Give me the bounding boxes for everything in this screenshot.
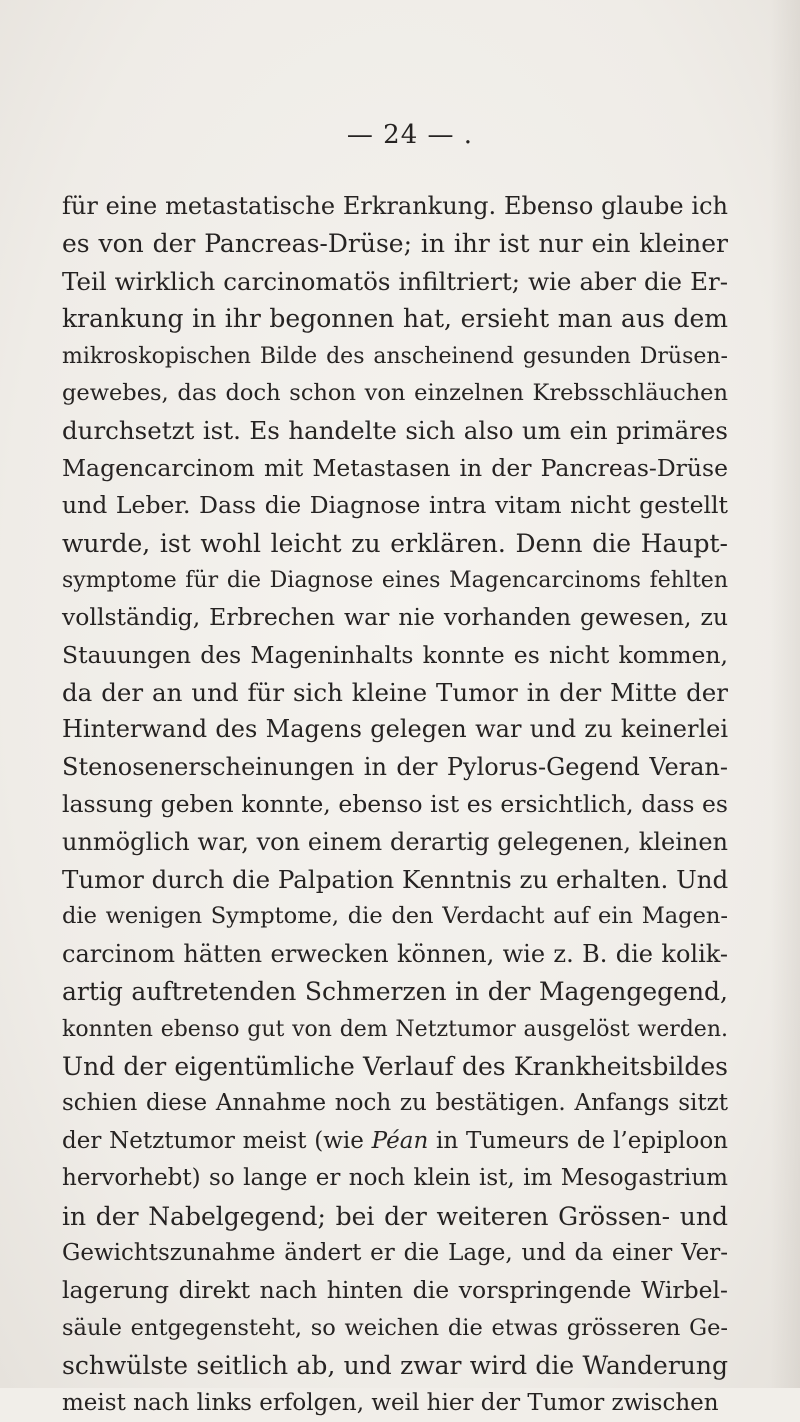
text-line: säule entgegensteht, so weichen die etwas grösseren Ge- — [62, 1314, 728, 1341]
text-line: für eine metastatische Erkrankung. Ebenso glaube ich — [62, 192, 728, 220]
text-line: carcinom hätten erwecken können, wie z. B. die kolik- — [62, 939, 728, 968]
text-line: Hinterwand des Magens gelegen war und zu keinerlei — [62, 715, 728, 744]
text-line: die wenigen Symptome, die den Verdacht auf ein Magen- — [62, 903, 728, 930]
text-line: meist nach links erfolgen, weil hier der Tumor zwischen — [62, 1389, 719, 1416]
cited-author-pean: Péan — [371, 1127, 429, 1154]
text-line: Tumor durch die Palpation Kenntnis zu erhalten. Und — [62, 865, 729, 895]
page-number: — 24 — . — [346, 120, 474, 150]
text-line: mikroskopischen Bilde des anscheinend gesunden Drüsen- — [62, 343, 728, 369]
text-line: artig auftretenden Schmerzen in der Magengegend, — [62, 977, 728, 1007]
text-line: konnten ebenso gut von dem Netztumor ausgelöst werden. — [62, 1016, 728, 1042]
text-line: wurde, ist wohl leicht zu erklären. Denn die Haupt- — [62, 528, 728, 558]
text-line: Und der eigentümliche Verlauf des Krankheitsbildes — [62, 1051, 728, 1081]
text-line: Teil wirklich carcinomatös infiltriert; wie aber die Er- — [62, 266, 728, 296]
text-line: vollständig, Erbrechen war nie vorhanden gewesen, zu — [62, 603, 728, 632]
text-line: schien diese Annahme noch zu bestätigen. Anfangs sitzt — [62, 1090, 728, 1117]
text-line: es von der Pancreas-Drüse; in ihr ist nur ein kleiner — [62, 229, 728, 259]
text-line: lagerung direkt nach hinten die vorspringende Wirbel- — [62, 1276, 728, 1305]
text-line: gewebes, das doch schon von einzelnen Krebsschläuchen — [62, 379, 728, 406]
text-line: Magencarcinom mit Metastasen in der Pancreas-Drüse — [62, 453, 728, 482]
text-line: symptome für die Diagnose eines Magencarcinoms fehlten — [62, 567, 728, 593]
text-line: durchsetzt ist. Es handelte sich also um ein primäres — [62, 416, 728, 446]
text-line: krankung in ihr begonnen hat, ersieht man aus dem — [62, 304, 728, 334]
text-segment: der Netztumor meist (wie — [62, 1127, 372, 1154]
text-line: Stauungen des Mageninhalts konnte es nicht kommen, — [62, 640, 728, 669]
text-line: und Leber. Dass die Diagnose intra vitam nicht gestellt — [62, 491, 728, 520]
text-line: unmöglich war, von einem derartig gelegenen, kleinen — [62, 827, 728, 856]
text-line: hervorhebt) so lange er noch klein ist, im Mesogastrium — [62, 1165, 728, 1192]
text-line: da der an und für sich kleine Tumor in der Mitte der — [62, 678, 728, 708]
body-text — [62, 188, 728, 1422]
text-line: Gewichtszunahme ändert er die Lage, und da einer Ver- — [62, 1239, 728, 1266]
page-edge-shadow — [770, 0, 800, 1388]
text-segment: in Tumeurs de l’epiploon — [428, 1127, 728, 1154]
text-line: lassung geben konnte, ebenso ist es ersichtlich, dass es — [62, 790, 728, 819]
text-line: Stenosenerscheinungen in der Pylorus-Gegend Veran- — [62, 752, 728, 781]
text-line-with-citation — [62, 1123, 728, 1160]
text-line: schwülste seitlich ab, und zwar wird die Wanderung — [62, 1351, 728, 1381]
text-line: in der Nabelgegend; bei der weiteren Grössen- und — [62, 1201, 728, 1231]
